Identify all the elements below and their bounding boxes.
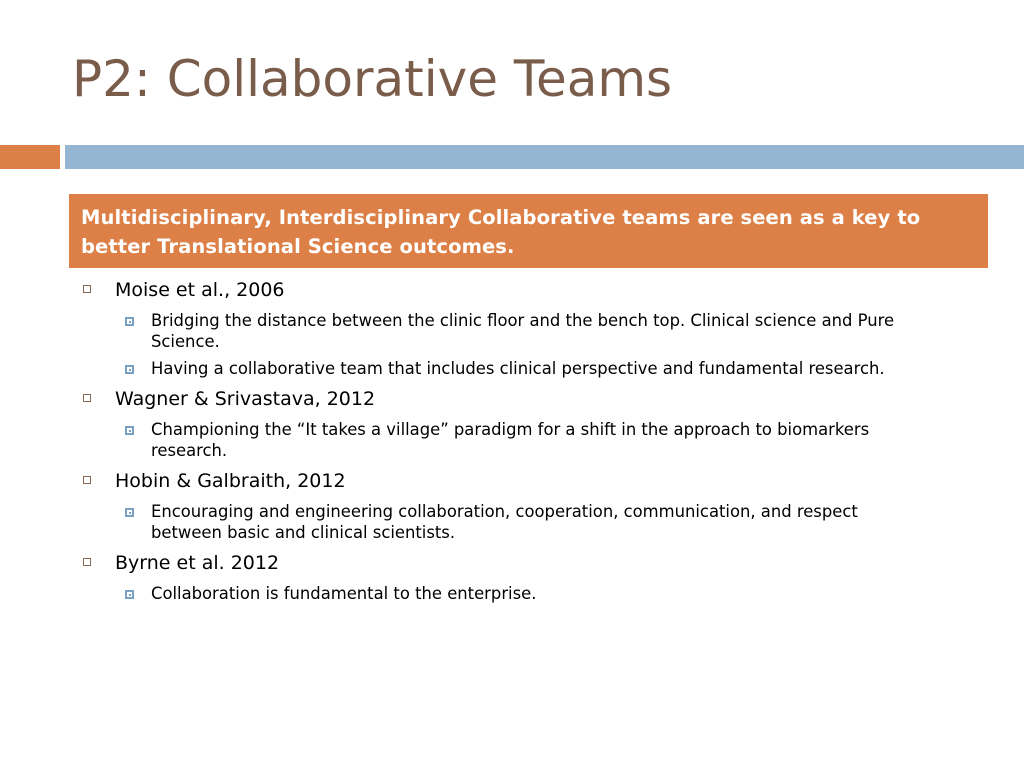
filled-square-bullet-icon (125, 508, 134, 517)
bullet-list (80, 276, 950, 604)
sub-item-text: Having a collaborative team that includes clinical perspective and fundamental research. (151, 359, 885, 378)
list-item (80, 385, 950, 413)
square-bullet-icon (83, 558, 91, 566)
reference-label: Wagner & Srivastava, 2012 (115, 388, 376, 410)
filled-square-bullet-icon (125, 317, 134, 326)
sub-list-item (80, 358, 950, 379)
sub-list-item (80, 583, 950, 604)
sub-item-text: Championing the “It takes a village” paradigm for a shift in the approach to biomarkers research. (151, 420, 870, 460)
sub-item-text: Bridging the distance between the clinic floor and the bench top. Clinical science and Pure Science. (151, 311, 895, 351)
list-item (80, 549, 950, 577)
reference-label: Byrne et al. 2012 (115, 552, 280, 574)
square-bullet-icon (83, 285, 91, 293)
filled-square-bullet-icon (125, 426, 134, 435)
accent-band-blue (65, 145, 1024, 169)
sub-item-text: Encouraging and engineering collaboration, cooperation, communication, and respect between basic and clinical scientists. (151, 502, 858, 542)
square-bullet-icon (83, 394, 91, 402)
square-bullet-icon (83, 476, 91, 484)
filled-square-bullet-icon (125, 590, 134, 599)
accent-band-orange (0, 145, 60, 169)
sub-list-item (80, 310, 950, 352)
callout-box: Multidisciplinary, Interdisciplinary Collaborative teams are seen as a key to better Translational Science outcomes. (69, 194, 988, 268)
filled-square-bullet-icon (125, 365, 134, 374)
reference-label: Hobin & Galbraith, 2012 (115, 470, 346, 492)
slide-title: P2: Collaborative Teams (72, 50, 673, 108)
sub-item-text: Collaboration is fundamental to the enterprise. (151, 584, 537, 603)
sub-list-item (80, 419, 950, 461)
reference-label: Moise et al., 2006 (115, 279, 285, 301)
list-item (80, 276, 950, 304)
list-item (80, 467, 950, 495)
sub-list-item (80, 501, 950, 543)
